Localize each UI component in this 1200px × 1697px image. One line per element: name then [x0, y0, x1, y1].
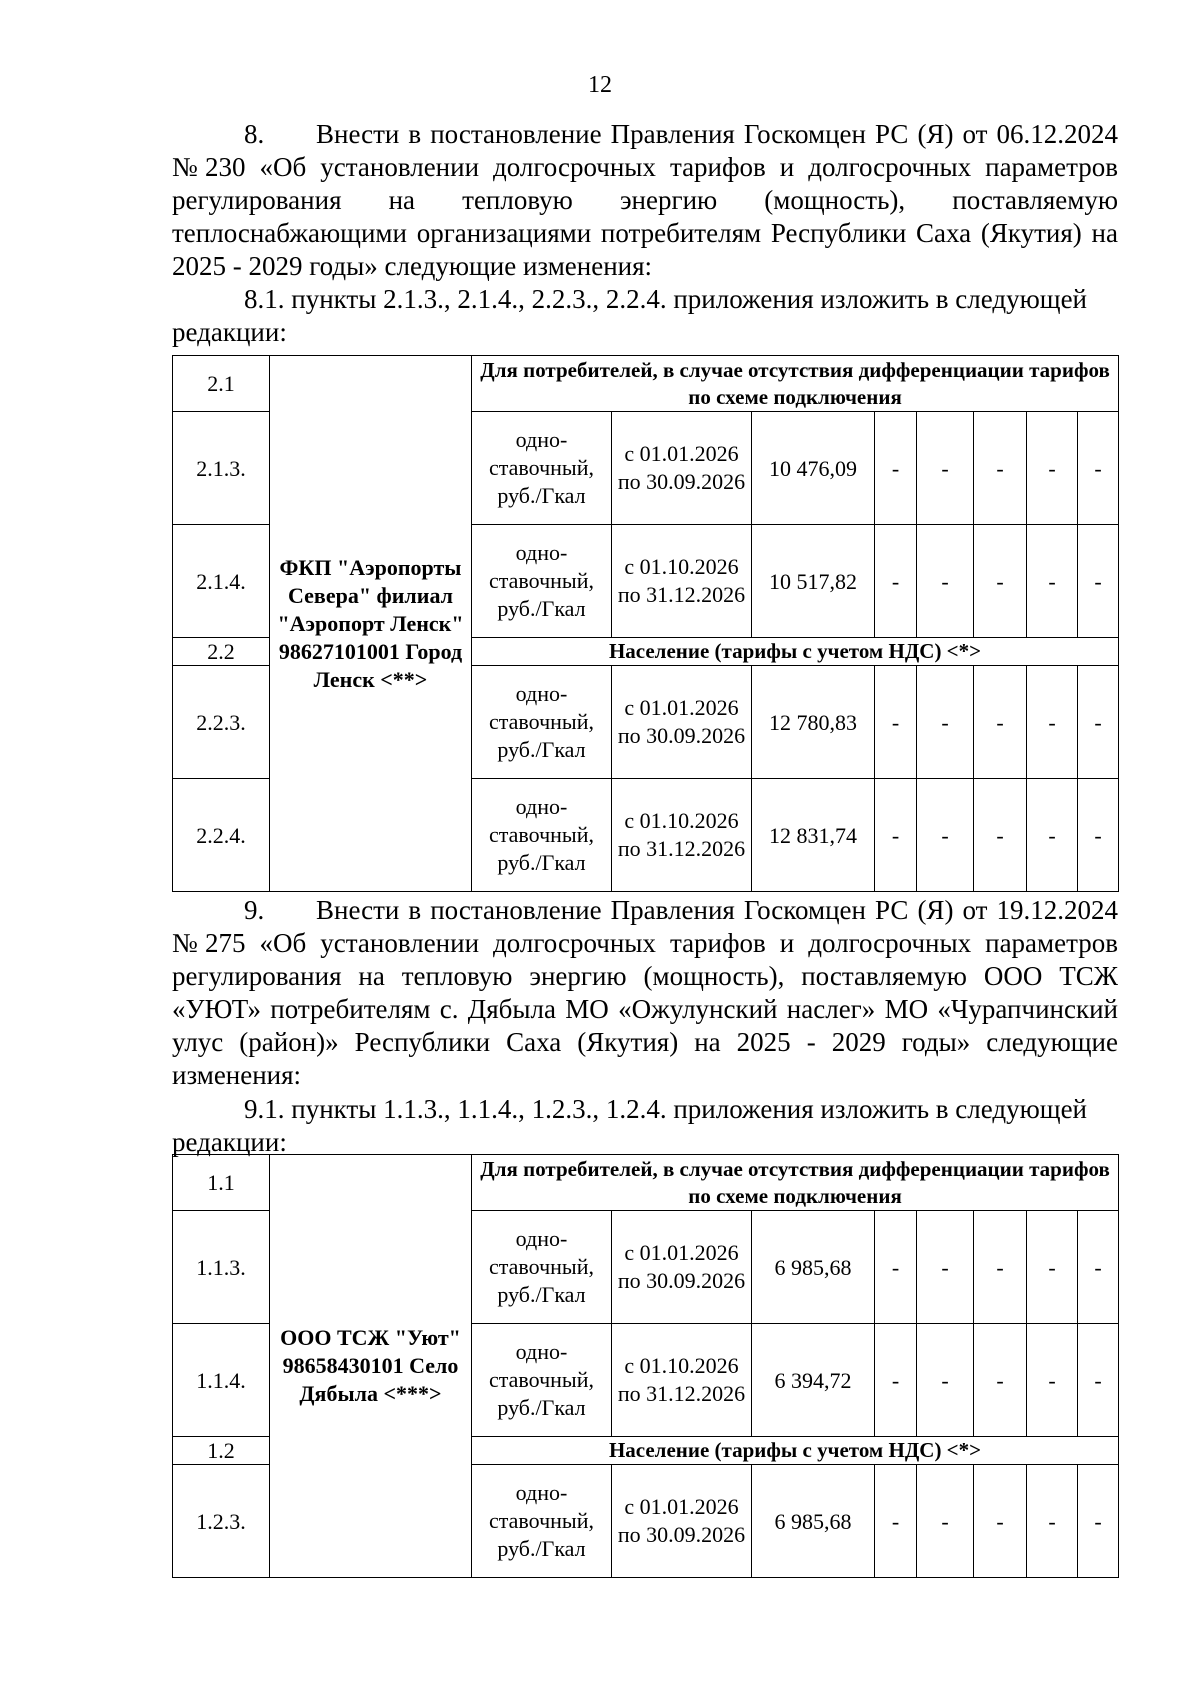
- section-9-subpoint: [172, 1093, 1118, 1159]
- table-row: 1.2.3. одно-ставочный, руб./Гкал с 01.01.2026 по 30.09.2026 6 985,68 - - - - -: [173, 1465, 1119, 1578]
- page-number: 12: [588, 72, 612, 98]
- header-code: 1.1: [173, 1155, 270, 1211]
- section-8-subpoint-text: 8.1. пункты 2.1.3., 2.1.4., 2.2.3., 2.2.4. приложения изложить в следующей редакции:: [172, 284, 1087, 347]
- table-row: 2.1.4. одно-ставочный, руб./Гкал с 01.10.2026 по 31.12.2026 10 517,82 - - - - -: [173, 525, 1119, 638]
- section-9-paragraph: [172, 894, 1118, 1092]
- header-label: Для потребителей, в случае отсутствия дифференциации тарифов по схеме подключения: [472, 356, 1119, 412]
- header-label: Население (тарифы с учетом НДС) <*>: [472, 1437, 1119, 1465]
- tariff-table-8: [172, 355, 1119, 892]
- table-row: 2.2.3. одно-ставочный, руб./Гкал с 01.01.2026 по 30.09.2026 12 780,83 - - - - -: [173, 666, 1119, 779]
- tariff-table-9: [172, 1154, 1119, 1578]
- section-8-text: Внести в постановление Правления Госкомцен РС (Я) от 06.12.2024 №230 «Об установлении долгосрочных тарифов и долгосрочных параметров регулирования на тепловую энергию (мощность), поставляемую теплоснабжающими организациями потребителям Республики Саха (Якутия) на 2025 - 2029 годы» следующие изменения:: [172, 119, 1118, 281]
- section-9-subpoint-text: 9.1. пункты 1.1.3., 1.1.4., 1.2.3., 1.2.4. приложения изложить в следующей редакции:: [172, 1094, 1087, 1157]
- header-code: 2.2: [173, 638, 270, 666]
- header-code: 2.1: [173, 356, 270, 412]
- table-row: 2.2.4. одно-ставочный, руб./Гкал с 01.10.2026 по 31.12.2026 12 831,74 - - - - -: [173, 779, 1119, 892]
- header-label: Население (тарифы с учетом НДС) <*>: [472, 638, 1119, 666]
- section-8-paragraph: [172, 118, 1118, 283]
- organization-cell: ФКП "Аэропорты Севера" филиал "Аэропорт Ленск" 98627101001 Город Ленск <**>: [270, 356, 472, 892]
- header-label: Для потребителей, в случае отсутствия дифференциации тарифов по схеме подключения: [472, 1155, 1119, 1211]
- section-8-subpoint: [172, 283, 1118, 349]
- table-row: 2.1.3. одно-ставочный, руб./Гкал с 01.01.2026 по 30.09.2026 10 476,09 - - - - -: [173, 412, 1119, 525]
- table-row: 1.1.4. одно-ставочный, руб./Гкал с 01.10.2026 по 31.12.2026 6 394,72 - - - - -: [173, 1324, 1119, 1437]
- table-row: 1.1.3. одно-ставочный, руб./Гкал с 01.01.2026 по 30.09.2026 6 985,68 - - - - -: [173, 1211, 1119, 1324]
- header-code: 1.2: [173, 1437, 270, 1465]
- section-8-number: 8.: [244, 119, 265, 149]
- section-9-number: 9.: [244, 895, 265, 925]
- section-9-text: Внести в постановление Правления Госкомцен РС (Я) от 19.12.2024 №275 «Об установлении долгосрочных тарифов и долгосрочных параметров регулирования на тепловую энергию (мощность), поставляемую ООО ТСЖ «УЮТ» потребителям с. Дябыла МО «Ожулунский наслег» МО «Чурапчинский улус (район)» Республики Саха (Якутия) на 2025 - 2029 годы» следующие изменения:: [172, 895, 1118, 1090]
- organization-cell: ООО ТСЖ "Уют" 98658430101 Село Дябыла <***>: [270, 1155, 472, 1578]
